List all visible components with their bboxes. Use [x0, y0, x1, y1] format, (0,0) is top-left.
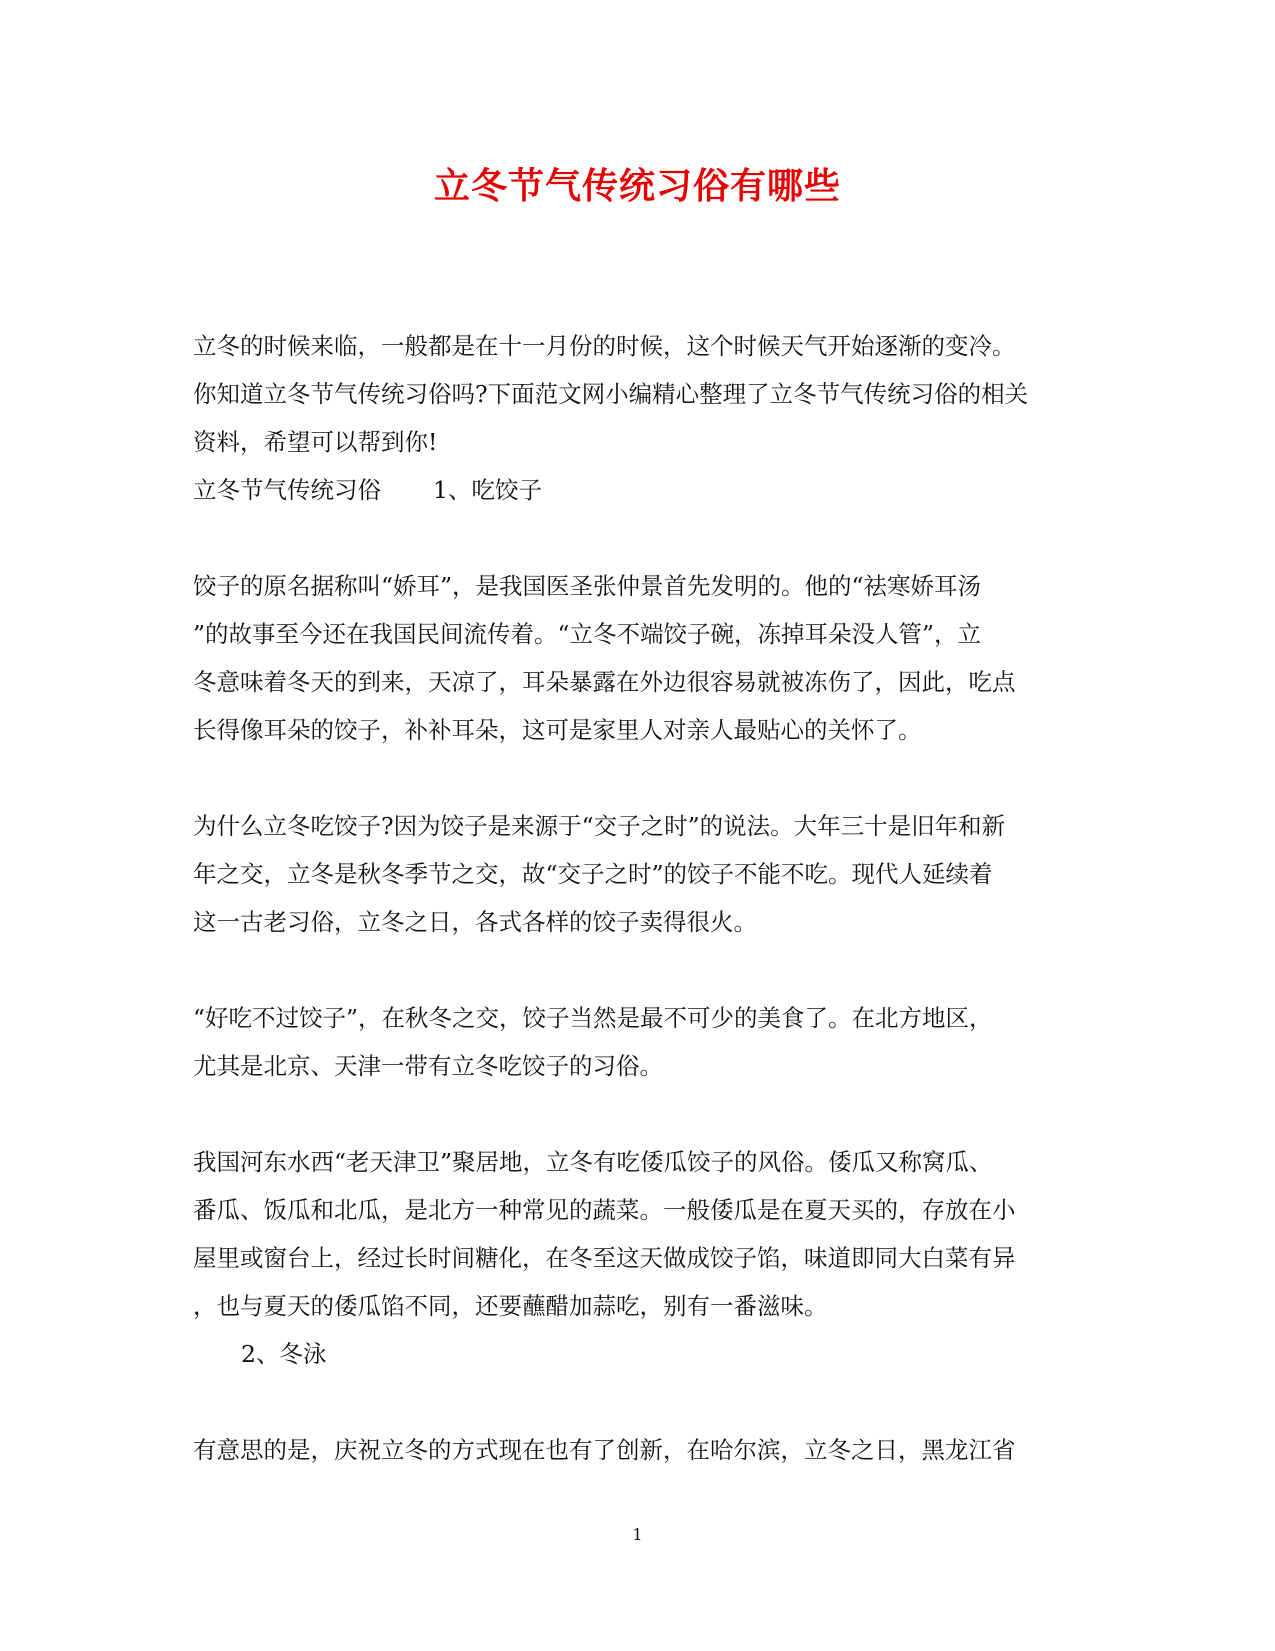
paragraph-line: 饺子的原名据称叫“娇耳”，是我国医圣张仲景首先发明的。他的“祛寒娇耳汤 [193, 572, 982, 600]
paragraph-line: 屋里或窗台上，经过长时间糖化，在冬至这天做成饺子馅，味道即同大白菜有异 [193, 1244, 1016, 1272]
intro-line: 立冬的时候来临，一般都是在十一月份的时候，这个时候天气开始逐渐的变冷。 [193, 332, 1016, 360]
document-title: 立冬节气传统习俗有哪些 [433, 165, 841, 207]
paragraph-line: 番瓜、饭瓜和北瓜，是北方一种常见的蔬菜。一般倭瓜是在夏天买的，存放在小 [193, 1196, 1016, 1224]
paragraph-line: 尤其是北京、天津一带有立冬吃饺子的习俗。 [193, 1052, 663, 1080]
subsection-heading-winter-swimming: 2、冬泳 [241, 1340, 327, 1368]
paragraph-line: 我国河东水西“老天津卫”聚居地，立冬有吃倭瓜饺子的风俗。倭瓜又称窝瓜、 [193, 1148, 993, 1176]
section-heading: 立冬节气传统习俗 [193, 476, 381, 504]
subsection-heading-dumplings: 1、吃饺子 [433, 476, 542, 504]
paragraph-line: 有意思的是，庆祝立冬的方式现在也有了创新，在哈尔滨，立冬之日，黑龙江省 [193, 1436, 1016, 1464]
section-heading-line [193, 466, 1083, 514]
paragraph-line: “好吃不过饺子”，在秋冬之交，饺子当然是最不可少的美食了。在北方地区， [193, 1004, 993, 1032]
paragraph-line: 长得像耳朵的饺子，补补耳朵，这可是家里人对亲人最贴心的关怀了。 [193, 716, 922, 744]
page-number: 1 [632, 1525, 643, 1544]
paragraph-line: 年之交，立冬是秋冬季节之交，故“交子之时”的饺子不能不吃。现代人延续着 [193, 860, 993, 888]
intro-line: 资料，希望可以帮到你! [193, 428, 438, 456]
paragraph-line: 为什么立冬吃饺子?因为饺子是来源于“交子之时”的说法。大年三十是旧年和新 [193, 812, 1006, 840]
paragraph-line: ，也与夏天的倭瓜馅不同，还要蘸醋加蒜吃，别有一番滋味。 [193, 1292, 828, 1320]
document-body [193, 322, 1083, 1474]
intro-line: 你知道立冬节气传统习俗吗?下面范文网小编精心整理了立冬节气传统习俗的相关 [193, 380, 1029, 408]
paragraph-line: 这一古老习俗，立冬之日，各式各样的饺子卖得很火。 [193, 908, 757, 936]
paragraph-line: 冬意味着冬天的到来，天凉了，耳朵暴露在外边很容易就被冻伤了，因此，吃点 [193, 668, 1016, 696]
paragraph-line: ”的故事至今还在我国民间流传着。“立冬不端饺子碗，冻掉耳朵没人管”，立 [193, 620, 982, 648]
